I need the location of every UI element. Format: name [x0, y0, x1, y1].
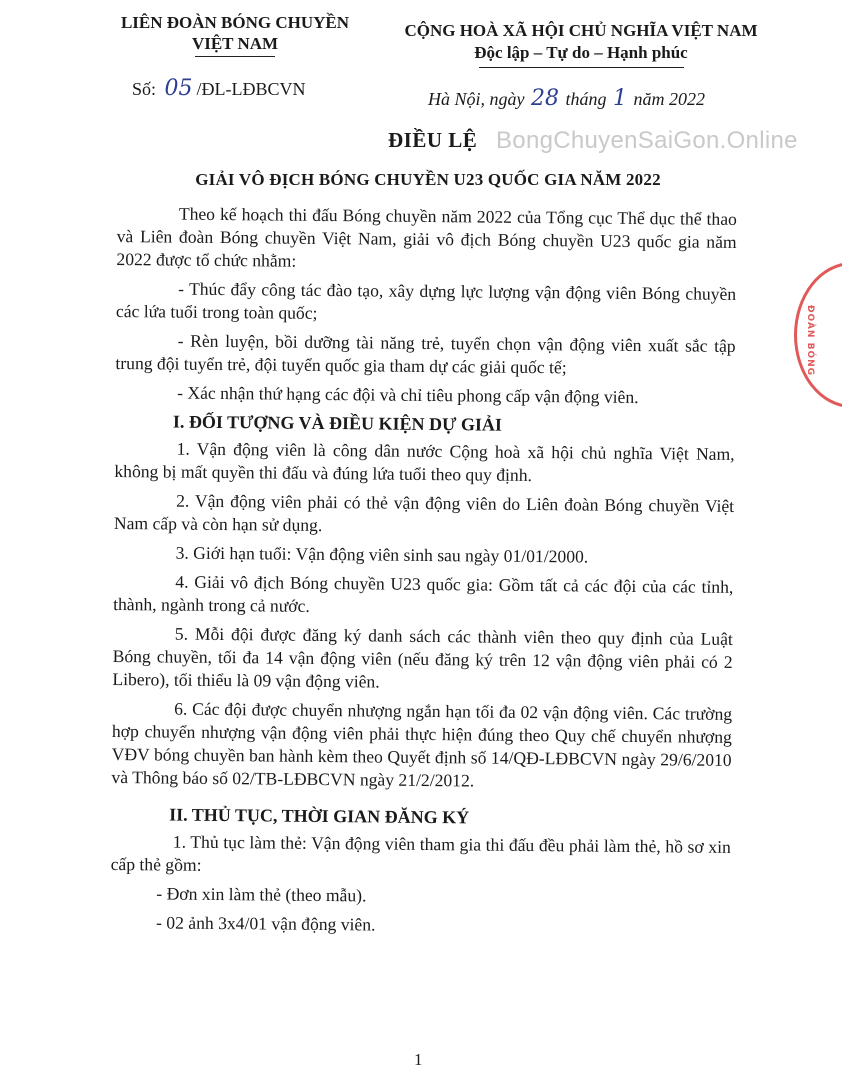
section2-subitem: - Đơn xin làm thẻ (theo mẫu). [156, 883, 367, 906]
date-day-handwritten: 28 [531, 86, 559, 111]
date-year: năm 2022 [633, 89, 706, 109]
watermark-text: BongChuyenSaiGon.Online [496, 127, 798, 154]
issuer-header [104, 12, 366, 57]
official-seal-stamp [794, 262, 842, 408]
section2-subitem: - 02 ảnh 3x4/01 vận động viên. [155, 912, 376, 935]
document-number-suffix: /ĐL-LĐBCVN [196, 79, 306, 99]
document-number [132, 76, 306, 101]
section1-item: 5. Mỗi đội được đăng ký danh sách các thành viên theo quy định của Luật Bóng chuyền, tối đa 14 vận động viên (nếu đăng ký trên 12 vận động viên phải có 2 Libero), tối thiểu là 09 vận động viên. [112, 623, 733, 692]
section1-item: 2. Vận động viên phải có thẻ vận động viên do Liên đoàn Bóng chuyền Việt Nam cấp và còn hạn sử dụng. [113, 490, 735, 535]
section1-item: 1. Vận động viên là công dân nước Cộng hoà xã hội chủ nghĩa Việt Nam, không bị mất quyền thi đấu và đúng lứa tuổi theo quy định. [114, 438, 735, 485]
date-place: Hà Nội, ngày [428, 89, 525, 109]
section-heading-1: I. ĐỐI TƯỢNG VÀ ĐIỀU KIỆN DỰ GIẢI [172, 411, 503, 435]
issue-date [428, 86, 705, 111]
seal-lettering: ĐOÀN BÓNG [805, 305, 815, 377]
document-number-handwritten: 05 [164, 76, 193, 101]
date-month-label: tháng [565, 89, 607, 109]
date-month-handwritten: 1 [613, 86, 628, 111]
issuer-name-line1: LIÊN ĐOÀN BÓNG CHUYỀN [120, 13, 350, 32]
section1-item: 3. Giới hạn tuổi: Vận động viên sinh sau ngày 01/01/2000. [175, 542, 589, 567]
page-number: 1 [414, 1050, 423, 1069]
document-subtitle: GIẢI VÔ ĐỊCH BÓNG CHUYỀN U23 QUỐC GIA NĂM 2022 [195, 170, 661, 189]
section2-item: 1. Thủ tục làm thẻ: Vận động viên tham gia thi đấu đều phải làm thẻ, hồ sơ xin cấp thẻ gồm: [110, 831, 731, 875]
purpose-item: - Xác nhận thứ hạng các đội và chỉ tiêu phong cấp vận động viên. [177, 382, 639, 408]
document-number-prefix: Số: [132, 79, 157, 99]
purpose-item: - Rèn luyện, bồi dưỡng tài năng trẻ, tuyển chọn vận động viên xuất sắc tập trung đội tuyển trẻ, đội tuyển quốc gia tham dự các giải quốc tế; [115, 330, 736, 378]
section1-item: 6. Các đội được chuyển nhượng ngắn hạn tối đa 02 vận động viên. Các trường hợp chuyển nhượng vận động viên phải thực hiện đúng theo Quy chế chuyển nhượng VĐV bóng chuyền ban hành kèm theo Quyết định số 14/QĐ-LĐBCVN ngày 29/6/2010 và Thông báo số 02/TB-LĐBCVN ngày 21/2/2012. [111, 698, 733, 791]
issuer-name-line2: VIỆT NAM [191, 34, 279, 53]
section1-item: 4. Giải vô địch Bóng chuyền U23 quốc gia: Gồm tất cả các đội của các tỉnh, thành, ngành trong cả nước. [113, 571, 734, 616]
document-body [110, 202, 737, 946]
issuer-underline [195, 56, 275, 57]
intro-paragraph: Theo kế hoạch thi đấu Bóng chuyền năm 2022 của Tổng cục Thể dục thể thao và Liên đoàn Bóng chuyền Việt Nam, giải vô địch Bóng chuyền U23 quốc gia năm 2022 được tổ chức nhằm: [116, 203, 737, 271]
section-heading-2: II. THỦ TỤC, THỜI GIAN ĐĂNG KÝ [169, 804, 470, 828]
motto-underline [479, 67, 684, 68]
national-header [386, 20, 776, 68]
purpose-item: - Thúc đẩy công tác đào tạo, xây dựng lực lượng vận động viên Bóng chuyền các lứa tuổi trong toàn quốc; [115, 278, 737, 323]
national-motto: Độc lập – Tự do – Hạnh phúc [474, 43, 688, 62]
national-title: CỘNG HOÀ XÃ HỘI CHỦ NGHĨA VIỆT NAM [404, 21, 758, 40]
document-title: ĐIỀU LỆ [388, 128, 478, 152]
